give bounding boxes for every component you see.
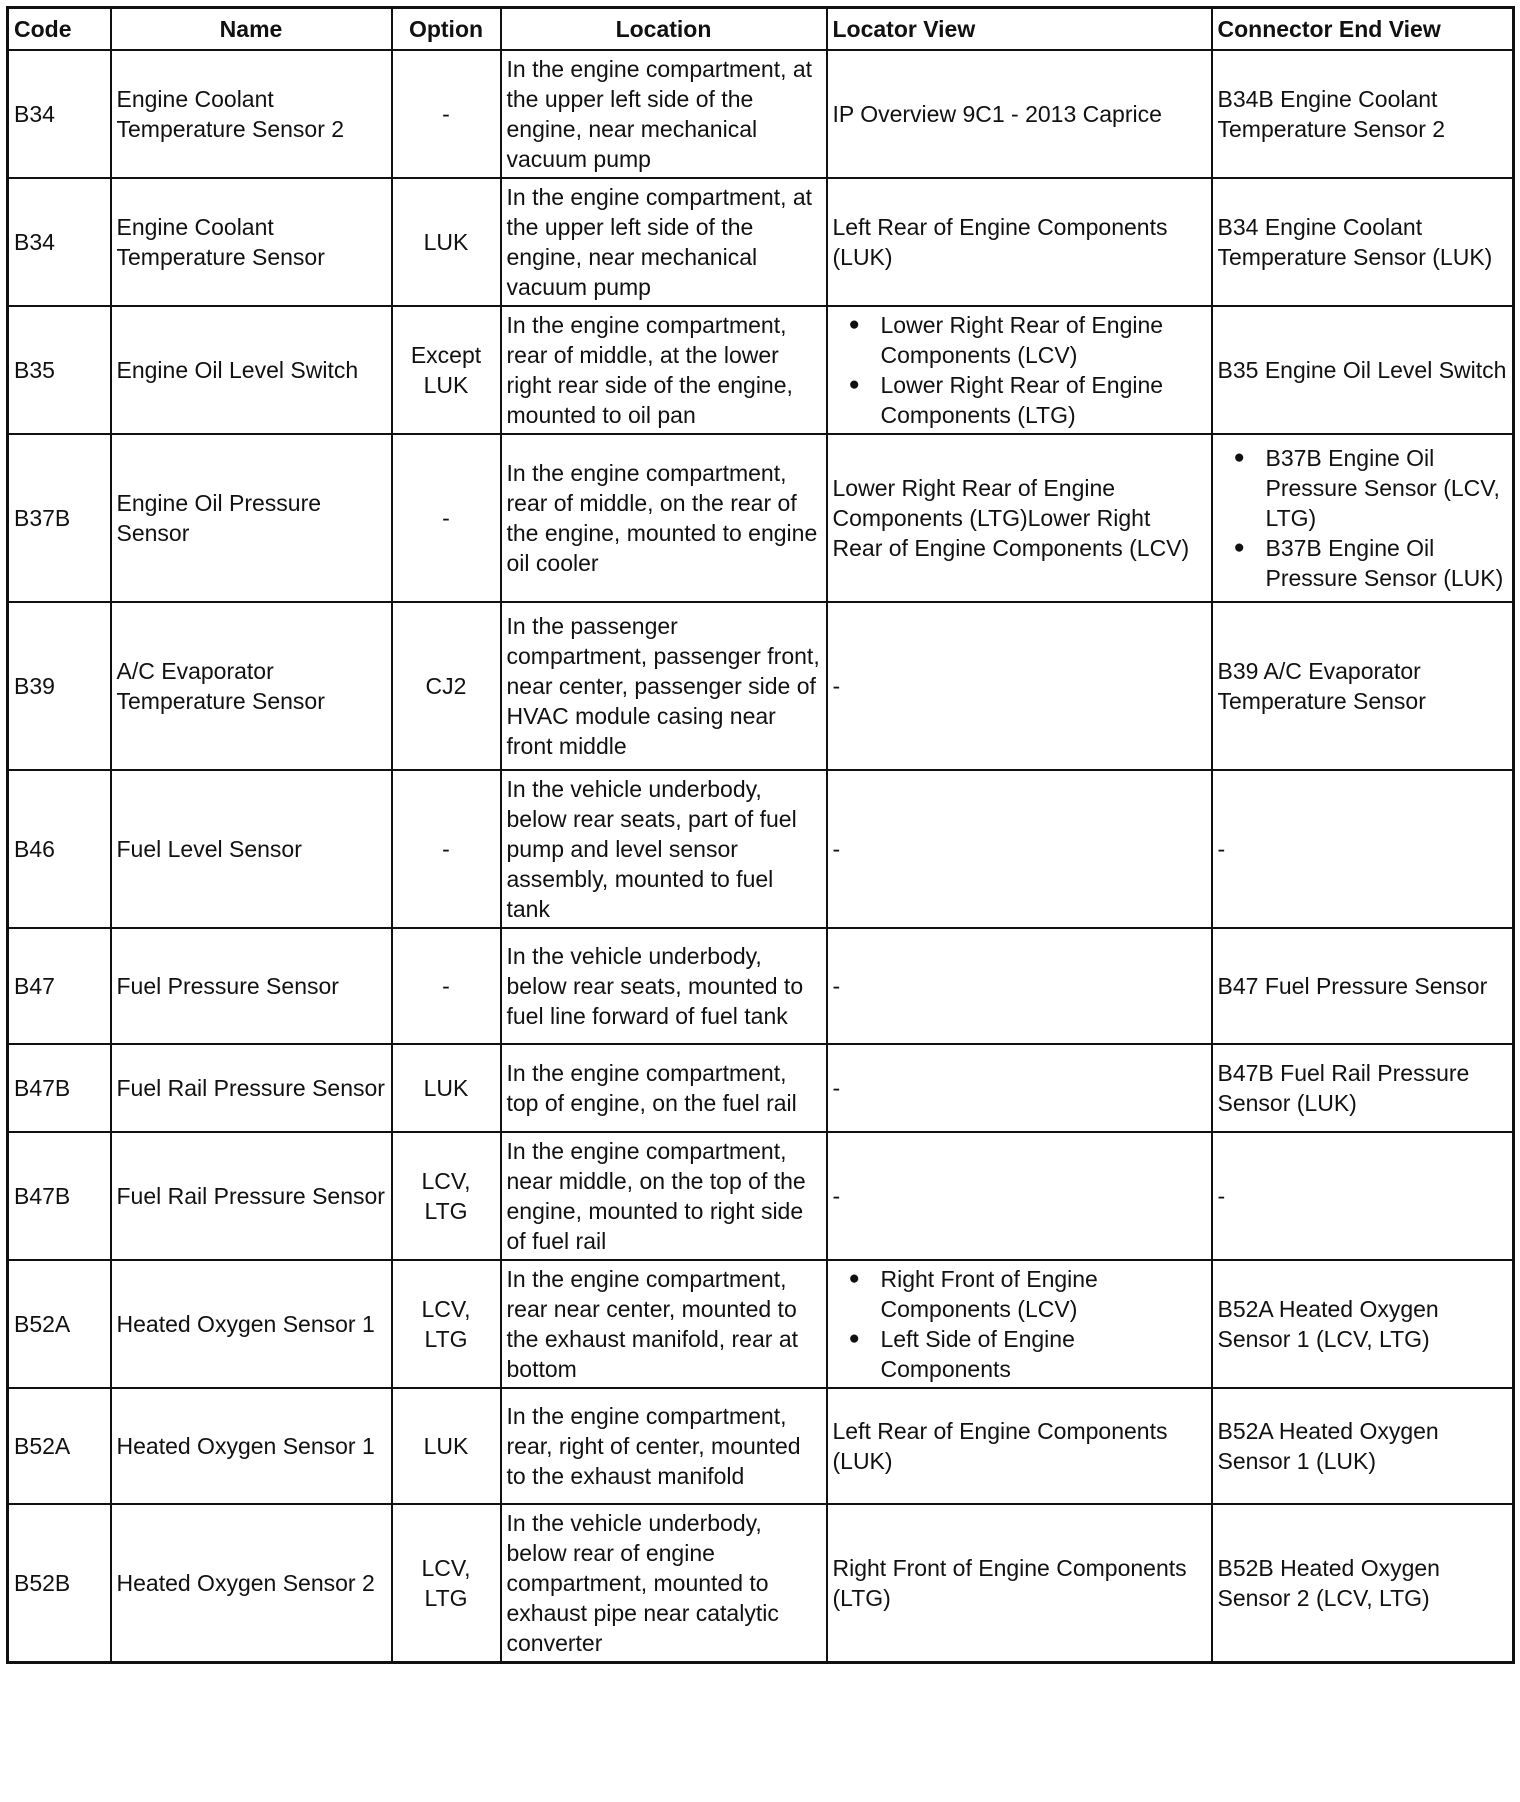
cell-connector-end-view [1212,1132,1514,1260]
cell-connector-end-view [1212,602,1514,770]
cell-locator-view [827,1260,1212,1388]
table-body [8,50,1514,1663]
table-row [8,434,1514,602]
cell-locator-view [827,1388,1212,1504]
table-row [8,306,1514,434]
table-row [8,50,1514,178]
cell-location: In the engine compartment, top of engine, on the fuel rail [501,1044,827,1132]
cell-connector-end-view-text: B35 Engine Oil Level Switch [1217,357,1507,383]
cell-locator-view [827,770,1212,928]
cell-code: B47 [8,928,111,1044]
cell-code: B34 [8,178,111,306]
cell-connector-end-view-text: - [1217,836,1226,862]
cell-location: In the engine compartment, rear of middle, at the lower right rear side of the engine, mounted to oil pan [501,306,827,434]
cell-location: In the vehicle underbody, below rear seats, mounted to fuel line forward of fuel tank [501,928,827,1044]
cell-connector-end-view-text: B34 Engine Coolant Temperature Sensor (LUK) [1217,214,1493,270]
cell-connector-end-view-bullet-item: ● B37B Engine Oil Pressure Sensor (LCV, LTG) [1218,443,1508,533]
table-row [8,928,1514,1044]
cell-location: In the engine compartment, rear, right of center, mounted to the exhaust manifold [501,1388,827,1504]
cell-option: CJ2 [392,602,501,770]
cell-name: Heated Oxygen Sensor 2 [111,1504,392,1663]
cell-locator-view-text: - [832,973,841,999]
header-connector-end-view: Connector End View [1212,8,1514,51]
cell-locator-view [827,1504,1212,1663]
cell-locator-view-bullet-item: ● Lower Right Rear of Engine Components (LCV) [833,310,1206,370]
table-row [8,1044,1514,1132]
cell-locator-view-bullet-item: ● Right Front of Engine Components (LCV) [833,1264,1206,1324]
cell-locator-view [827,928,1212,1044]
cell-locator-view-text: Left Rear of Engine Components (LUK) [832,1418,1168,1474]
component-locator-table [6,6,1515,1664]
cell-code: B52A [8,1388,111,1504]
cell-option: LCV, LTG [392,1504,501,1663]
header-location: Location [501,8,827,51]
header-option: Option [392,8,501,51]
cell-code: B37B [8,434,111,602]
cell-name: Fuel Rail Pressure Sensor [111,1132,392,1260]
cell-connector-end-view [1212,50,1514,178]
table-row [8,178,1514,306]
cell-connector-end-view [1212,178,1514,306]
cell-locator-view-text: - [832,1183,841,1209]
cell-code: B34 [8,50,111,178]
cell-option: - [392,770,501,928]
cell-code: B39 [8,602,111,770]
cell-locator-view-text: - [832,1075,841,1101]
cell-name: Fuel Pressure Sensor [111,928,392,1044]
cell-locator-view [827,602,1212,770]
cell-name: A/C Evaporator Temperature Sensor [111,602,392,770]
cell-location: In the engine compartment, rear near center, mounted to the exhaust manifold, rear at bottom [501,1260,827,1388]
cell-connector-end-view-text: B39 A/C Evaporator Temperature Sensor [1217,658,1426,714]
cell-location: In the engine compartment, near middle, on the top of the engine, mounted to right side of fuel rail [501,1132,827,1260]
cell-option: LUK [392,1044,501,1132]
table-row [8,602,1514,770]
cell-option: - [392,50,501,178]
cell-name: Fuel Level Sensor [111,770,392,928]
cell-locator-view [827,434,1212,602]
cell-locator-view-text: Right Front of Engine Components (LTG) [832,1555,1187,1611]
cell-connector-end-view-bullet-item: ● B37B Engine Oil Pressure Sensor (LUK) [1218,533,1508,593]
cell-location: In the engine compartment, at the upper left side of the engine, near mechanical vacuum pump [501,178,827,306]
table-row [8,770,1514,928]
cell-connector-end-view-text: - [1217,1183,1226,1209]
cell-location: In the vehicle underbody, below rear seats, part of fuel pump and level sensor assembly, mounted to fuel tank [501,770,827,928]
cell-connector-end-view [1212,770,1514,928]
cell-name: Heated Oxygen Sensor 1 [111,1388,392,1504]
cell-option: - [392,928,501,1044]
cell-location: In the passenger compartment, passenger front, near center, passenger side of HVAC module casing near front middle [501,602,827,770]
table-row [8,1260,1514,1388]
cell-name: Engine Coolant Temperature Sensor [111,178,392,306]
cell-connector-end-view-list [1218,443,1508,593]
header-code: Code [8,8,111,51]
cell-name: Engine Coolant Temperature Sensor 2 [111,50,392,178]
cell-locator-view [827,1132,1212,1260]
cell-code: B52B [8,1504,111,1663]
cell-connector-end-view [1212,1388,1514,1504]
cell-location: In the engine compartment, at the upper left side of the engine, near mechanical vacuum pump [501,50,827,178]
cell-connector-end-view [1212,1260,1514,1388]
cell-connector-end-view [1212,306,1514,434]
cell-locator-view-bullet-item: ● Left Side of Engine Components [833,1324,1206,1384]
cell-locator-view-text: Left Rear of Engine Components (LUK) [832,214,1168,270]
cell-code: B46 [8,770,111,928]
table-row [8,1388,1514,1504]
table-row [8,1504,1514,1663]
header-name: Name [111,8,392,51]
cell-code: B47B [8,1044,111,1132]
cell-connector-end-view-text: B34B Engine Coolant Temperature Sensor 2 [1217,86,1446,142]
cell-connector-end-view-text: B52A Heated Oxygen Sensor 1 (LCV, LTG) [1217,1296,1439,1352]
cell-connector-end-view [1212,434,1514,602]
cell-connector-end-view-text: B52A Heated Oxygen Sensor 1 (LUK) [1217,1418,1439,1474]
cell-connector-end-view-text: B47B Fuel Rail Pressure Sensor (LUK) [1217,1060,1470,1116]
cell-location: In the engine compartment, rear of middle, on the rear of the engine, mounted to engine oil cooler [501,434,827,602]
cell-connector-end-view [1212,1504,1514,1663]
cell-name: Heated Oxygen Sensor 1 [111,1260,392,1388]
cell-locator-view [827,306,1212,434]
table-header [8,8,1514,51]
cell-locator-view-list [833,1264,1206,1384]
cell-locator-view-text: Lower Right Rear of Engine Components (LTG)Lower Right Rear of Engine Components (LCV) [832,475,1190,561]
cell-locator-view [827,50,1212,178]
cell-locator-view-text: IP Overview 9C1 - 2013 Caprice [832,101,1162,127]
cell-option: LUK [392,1388,501,1504]
header-locator-view: Locator View [827,8,1212,51]
cell-option: LCV, LTG [392,1260,501,1388]
cell-locator-view-bullet-item: ● Lower Right Rear of Engine Components (LTG) [833,370,1206,430]
cell-locator-view-list [833,310,1206,430]
cell-name: Engine Oil Pressure Sensor [111,434,392,602]
header-row [8,8,1514,51]
cell-option: LCV, LTG [392,1132,501,1260]
cell-connector-end-view-text: B52B Heated Oxygen Sensor 2 (LCV, LTG) [1217,1555,1440,1611]
cell-locator-view [827,1044,1212,1132]
cell-option: Except LUK [392,306,501,434]
table-row [8,1132,1514,1260]
cell-location: In the vehicle underbody, below rear of engine compartment, mounted to exhaust pipe near catalytic converter [501,1504,827,1663]
cell-name: Fuel Rail Pressure Sensor [111,1044,392,1132]
cell-name: Engine Oil Level Switch [111,306,392,434]
cell-code: B52A [8,1260,111,1388]
cell-connector-end-view [1212,1044,1514,1132]
cell-connector-end-view [1212,928,1514,1044]
cell-code: B47B [8,1132,111,1260]
cell-locator-view [827,178,1212,306]
cell-connector-end-view-text: B47 Fuel Pressure Sensor [1217,973,1488,999]
cell-option: LUK [392,178,501,306]
cell-locator-view-text: - [832,836,841,862]
cell-option: - [392,434,501,602]
cell-locator-view-text: - [832,673,841,699]
cell-code: B35 [8,306,111,434]
